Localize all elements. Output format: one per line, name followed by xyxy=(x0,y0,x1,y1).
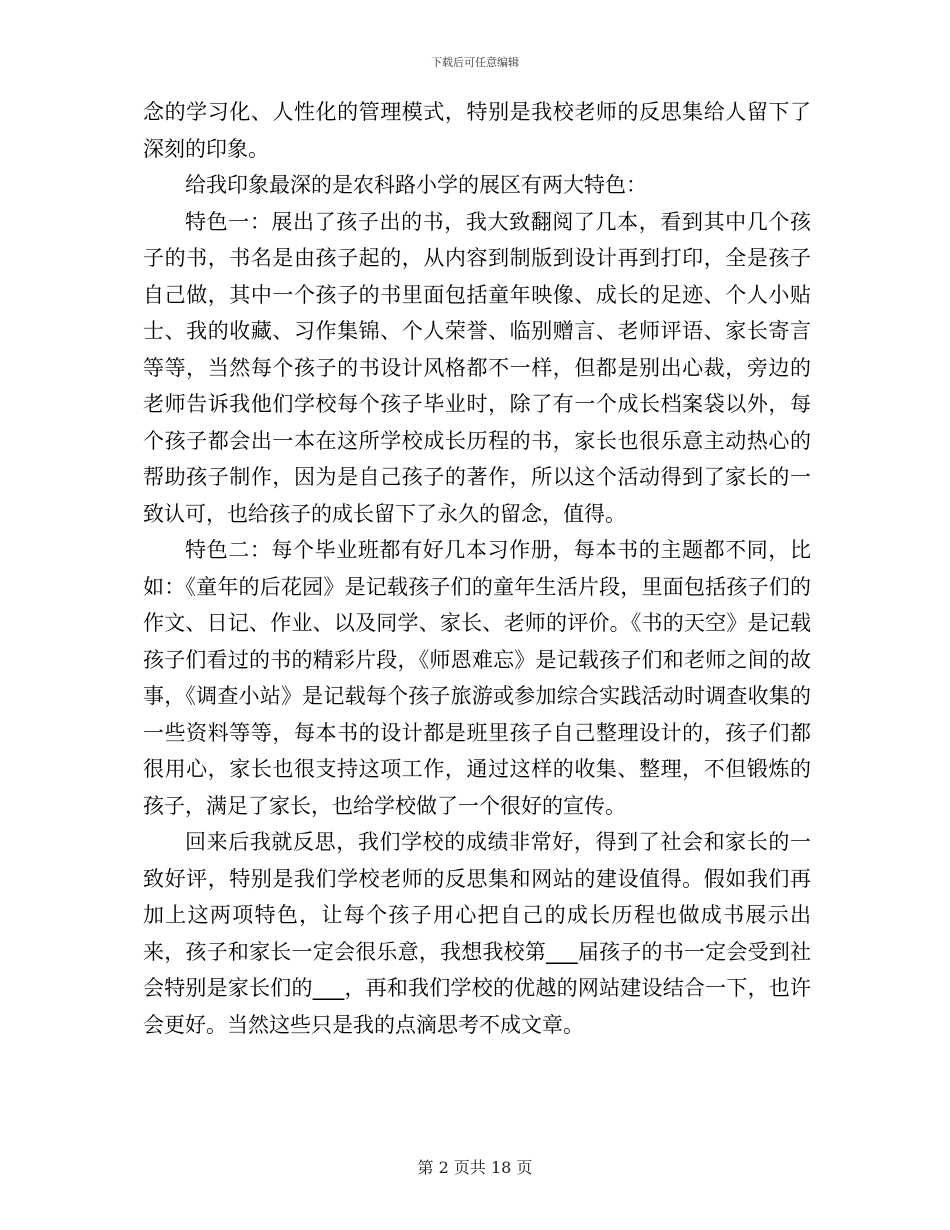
document-body xyxy=(143,94,811,1043)
page-number: 第 2 页共 18 页 xyxy=(417,1158,533,1177)
paragraph-feature-one: 特色一：展出了孩子出的书，我大致翻阅了几本，看到其中几个孩子的书，书名是由孩子起的，从内容到制版到设计再到打印，全是孩子自己做，其中一个孩子的书里面包括童年映像、成长的足迹、个人小贴士、我的收藏、习作集锦、个人荣誉、临别赠言、老师评语、家长寄言等等，当然每个孩子的书设计风格都不一样，但都是别出心裁，旁边的老师告诉我他们学校每个孩子毕业时，除了有一个成长档案袋以外，每个孩子都会出一本在这所学校成长历程的书，家长也很乐意主动热心的帮助孩子制作，因为是自己孩子的著作，所以这个活动得到了家长的一致认可，也给孩子的成长留下了永久的留念，值得。 xyxy=(143,209,811,526)
paragraph-feature-two: 特色二：每个毕业班都有好几本习作册，每本书的主题都不同，比如：《童年的后花园》是记载孩子们的童年生活片段，里面包括孩子们的作文、日记、作业、以及同学、家长、老师的评价。《书的天空》是记载孩子们看过的书的精彩片段，《师恩难忘》是记载孩子们和老师之间的故事，《调查小站》是记载每个孩子旅游或参加综合实践活动时调查收集的一些资料等等，每本书的设计都是班里孩子自己整理设计的，孩子们都很用心，家长也很支持这项工作，通过这样的收集、整理，不但锻炼的孩子，满足了家长，也给学校做了一个很好的宣传。 xyxy=(143,538,811,818)
page-header: 下载后可任意编辑 xyxy=(431,56,519,69)
paragraph-reflection: 回来后我就反思，我们学校的成绩非常好，得到了社会和家长的一致好评，特别是我们学校老师的反思集和网站的建设值得。假如我们再加上这两项特色，让每个孩子用心把自己的成长历程也做成书展示出来，孩子和家长一定会很乐意，我想我校第___届孩子的书一定会受到社会特别是家长们的___，再和我们学校的优越的网站建设结合一下，也许会更好。当然这些只是我的点滴思考不成文章。 xyxy=(143,830,811,1037)
paragraph-intro: 给我印象最深的是农科路小学的展区有两大特色： xyxy=(185,173,647,197)
paragraph-continuation: 念的学习化、人性化的管理模式，特别是我校老师的反思集给人留下了深刻的印象。 xyxy=(143,100,811,161)
